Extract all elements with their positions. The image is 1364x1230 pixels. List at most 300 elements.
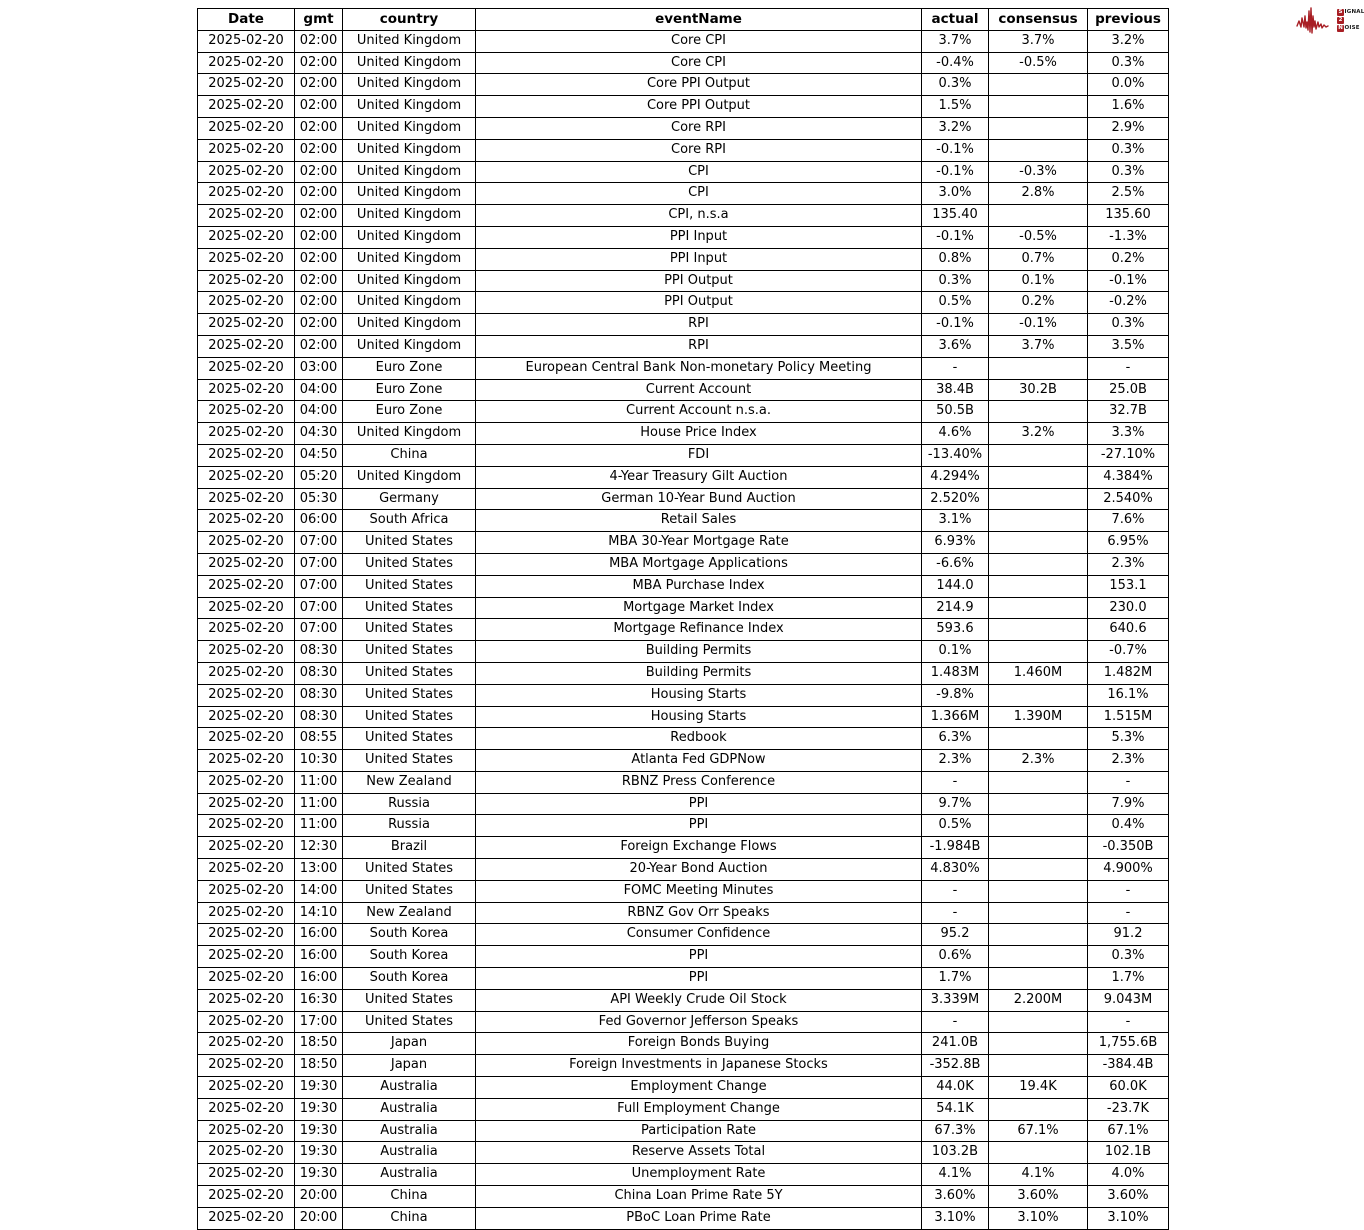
actual-cell: 135.40 xyxy=(922,205,989,227)
actual-cell: 50.5B xyxy=(922,401,989,423)
country-cell: Russia xyxy=(343,815,476,837)
date-cell: 2025-02-20 xyxy=(198,771,295,793)
event-name-cell: Retail Sales xyxy=(476,510,922,532)
date-cell: 2025-02-20 xyxy=(198,859,295,881)
table-row xyxy=(198,488,1169,510)
consensus-cell xyxy=(989,510,1088,532)
table-row xyxy=(198,1164,1169,1186)
previous-cell: 5.3% xyxy=(1088,728,1169,750)
previous-cell: 4.0% xyxy=(1088,1164,1169,1186)
table-row xyxy=(198,1055,1169,1077)
date-cell: 2025-02-20 xyxy=(198,793,295,815)
country-cell: United States xyxy=(343,1011,476,1033)
gmt-cell: 19:30 xyxy=(295,1120,343,1142)
consensus-cell: 3.7% xyxy=(989,30,1088,52)
previous-cell: -0.350B xyxy=(1088,837,1169,859)
table-row xyxy=(198,1186,1169,1208)
previous-cell: 32.7B xyxy=(1088,401,1169,423)
table-row xyxy=(198,946,1169,968)
country-cell: United Kingdom xyxy=(343,52,476,74)
consensus-cell: -0.3% xyxy=(989,161,1088,183)
event-name-cell: Foreign Exchange Flows xyxy=(476,837,922,859)
event-name-cell: Participation Rate xyxy=(476,1120,922,1142)
table-row xyxy=(198,1011,1169,1033)
date-cell: 2025-02-20 xyxy=(198,706,295,728)
country-cell: Euro Zone xyxy=(343,401,476,423)
previous-cell: -0.2% xyxy=(1088,292,1169,314)
date-cell: 2025-02-20 xyxy=(198,444,295,466)
consensus-cell xyxy=(989,357,1088,379)
country-cell: New Zealand xyxy=(343,902,476,924)
date-cell: 2025-02-20 xyxy=(198,314,295,336)
table-row xyxy=(198,335,1169,357)
table-row xyxy=(198,902,1169,924)
event-name-cell: MBA 30-Year Mortgage Rate xyxy=(476,532,922,554)
country-cell: South Korea xyxy=(343,968,476,990)
date-cell: 2025-02-20 xyxy=(198,532,295,554)
event-name-cell: Housing Starts xyxy=(476,684,922,706)
gmt-cell: 20:00 xyxy=(295,1207,343,1229)
table-row xyxy=(198,117,1169,139)
gmt-cell: 20:00 xyxy=(295,1186,343,1208)
table-row xyxy=(198,74,1169,96)
country-cell: United Kingdom xyxy=(343,30,476,52)
table-row xyxy=(198,837,1169,859)
gmt-cell: 07:00 xyxy=(295,575,343,597)
date-cell: 2025-02-20 xyxy=(198,924,295,946)
actual-cell: 3.6% xyxy=(922,335,989,357)
gmt-cell: 02:00 xyxy=(295,270,343,292)
previous-cell: 1,755.6B xyxy=(1088,1033,1169,1055)
gmt-cell: 02:00 xyxy=(295,248,343,270)
country-cell: South Korea xyxy=(343,946,476,968)
actual-cell: 0.3% xyxy=(922,270,989,292)
actual-cell: 67.3% xyxy=(922,1120,989,1142)
logo-line-signal xyxy=(1337,9,1364,16)
previous-cell: 9.043M xyxy=(1088,989,1169,1011)
actual-cell: 6.3% xyxy=(922,728,989,750)
actual-cell: -9.8% xyxy=(922,684,989,706)
column-header-date: Date xyxy=(198,9,295,31)
event-name-cell: Employment Change xyxy=(476,1077,922,1099)
column-header-consensus: consensus xyxy=(989,9,1088,31)
actual-cell: 4.830% xyxy=(922,859,989,881)
consensus-cell: 2.200M xyxy=(989,989,1088,1011)
date-cell: 2025-02-20 xyxy=(198,837,295,859)
logo-text xyxy=(1337,9,1364,32)
event-name-cell: Unemployment Rate xyxy=(476,1164,922,1186)
table-row xyxy=(198,989,1169,1011)
actual-cell: 2.520% xyxy=(922,488,989,510)
country-cell: United Kingdom xyxy=(343,314,476,336)
actual-cell: 54.1K xyxy=(922,1098,989,1120)
actual-cell: 0.5% xyxy=(922,292,989,314)
previous-cell: -0.7% xyxy=(1088,641,1169,663)
logo-line-2 xyxy=(1337,17,1364,24)
column-header-actual: actual xyxy=(922,9,989,31)
table-row xyxy=(198,968,1169,990)
country-cell: United States xyxy=(343,750,476,772)
logo-badge-s: S xyxy=(1337,9,1344,16)
date-cell: 2025-02-20 xyxy=(198,74,295,96)
table-row xyxy=(198,684,1169,706)
country-cell: United Kingdom xyxy=(343,205,476,227)
table-row xyxy=(198,96,1169,118)
consensus-cell xyxy=(989,1033,1088,1055)
table-row xyxy=(198,52,1169,74)
consensus-cell: 3.10% xyxy=(989,1207,1088,1229)
gmt-cell: 02:00 xyxy=(295,30,343,52)
country-cell: United States xyxy=(343,684,476,706)
country-cell: United Kingdom xyxy=(343,248,476,270)
gmt-cell: 07:00 xyxy=(295,619,343,641)
event-name-cell: Full Employment Change xyxy=(476,1098,922,1120)
country-cell: Japan xyxy=(343,1055,476,1077)
country-cell: United States xyxy=(343,728,476,750)
consensus-cell: 4.1% xyxy=(989,1164,1088,1186)
previous-cell: 1.7% xyxy=(1088,968,1169,990)
event-name-cell: PBoC Loan Prime Rate xyxy=(476,1207,922,1229)
consensus-cell xyxy=(989,837,1088,859)
table-row xyxy=(198,1142,1169,1164)
event-name-cell: CPI, n.s.a xyxy=(476,205,922,227)
consensus-cell: 0.7% xyxy=(989,248,1088,270)
gmt-cell: 02:00 xyxy=(295,183,343,205)
gmt-cell: 02:00 xyxy=(295,161,343,183)
consensus-cell xyxy=(989,968,1088,990)
table-row xyxy=(198,139,1169,161)
actual-cell: 3.10% xyxy=(922,1207,989,1229)
gmt-cell: 02:00 xyxy=(295,117,343,139)
consensus-cell xyxy=(989,728,1088,750)
date-cell: 2025-02-20 xyxy=(198,641,295,663)
table-row xyxy=(198,379,1169,401)
consensus-cell: 0.1% xyxy=(989,270,1088,292)
actual-cell: -1.984B xyxy=(922,837,989,859)
consensus-cell xyxy=(989,946,1088,968)
consensus-cell xyxy=(989,771,1088,793)
country-cell: United States xyxy=(343,597,476,619)
consensus-cell: 1.390M xyxy=(989,706,1088,728)
previous-cell: 2.540% xyxy=(1088,488,1169,510)
gmt-cell: 08:55 xyxy=(295,728,343,750)
date-cell: 2025-02-20 xyxy=(198,1120,295,1142)
gmt-cell: 08:30 xyxy=(295,662,343,684)
date-cell: 2025-02-20 xyxy=(198,292,295,314)
event-name-cell: European Central Bank Non-monetary Policy Meeting xyxy=(476,357,922,379)
country-cell: United Kingdom xyxy=(343,270,476,292)
previous-cell: - xyxy=(1088,1011,1169,1033)
consensus-cell xyxy=(989,466,1088,488)
event-name-cell: China Loan Prime Rate 5Y xyxy=(476,1186,922,1208)
event-name-cell: Reserve Assets Total xyxy=(476,1142,922,1164)
previous-cell: 3.10% xyxy=(1088,1207,1169,1229)
gmt-cell: 02:00 xyxy=(295,335,343,357)
event-name-cell: Current Account n.s.a. xyxy=(476,401,922,423)
country-cell: New Zealand xyxy=(343,771,476,793)
country-cell: United Kingdom xyxy=(343,117,476,139)
actual-cell: 3.1% xyxy=(922,510,989,532)
table-row xyxy=(198,357,1169,379)
gmt-cell: 07:00 xyxy=(295,532,343,554)
country-cell: Germany xyxy=(343,488,476,510)
date-cell: 2025-02-20 xyxy=(198,684,295,706)
table-row xyxy=(198,161,1169,183)
actual-cell: 38.4B xyxy=(922,379,989,401)
country-cell: Australia xyxy=(343,1098,476,1120)
date-cell: 2025-02-20 xyxy=(198,968,295,990)
event-name-cell: PPI Output xyxy=(476,292,922,314)
country-cell: United States xyxy=(343,880,476,902)
date-cell: 2025-02-20 xyxy=(198,1207,295,1229)
date-cell: 2025-02-20 xyxy=(198,30,295,52)
country-cell: United States xyxy=(343,532,476,554)
actual-cell: -6.6% xyxy=(922,553,989,575)
actual-cell: 4.6% xyxy=(922,423,989,445)
column-header-eventname: eventName xyxy=(476,9,922,31)
date-cell: 2025-02-20 xyxy=(198,1164,295,1186)
country-cell: United Kingdom xyxy=(343,74,476,96)
actual-cell: 3.339M xyxy=(922,989,989,1011)
table-row xyxy=(198,750,1169,772)
country-cell: Japan xyxy=(343,1033,476,1055)
table-row xyxy=(198,30,1169,52)
date-cell: 2025-02-20 xyxy=(198,183,295,205)
consensus-cell xyxy=(989,532,1088,554)
table-row xyxy=(198,1077,1169,1099)
previous-cell: 0.3% xyxy=(1088,946,1169,968)
gmt-cell: 19:30 xyxy=(295,1142,343,1164)
actual-cell: 1.7% xyxy=(922,968,989,990)
event-name-cell: House Price Index xyxy=(476,423,922,445)
actual-cell: 3.2% xyxy=(922,117,989,139)
consensus-cell xyxy=(989,880,1088,902)
table-row xyxy=(198,314,1169,336)
consensus-cell xyxy=(989,684,1088,706)
previous-cell: 67.1% xyxy=(1088,1120,1169,1142)
date-cell: 2025-02-20 xyxy=(198,161,295,183)
logo-badge-2: 2 xyxy=(1337,17,1344,24)
date-cell: 2025-02-20 xyxy=(198,662,295,684)
event-name-cell: Atlanta Fed GDPNow xyxy=(476,750,922,772)
date-cell: 2025-02-20 xyxy=(198,52,295,74)
consensus-cell: -0.5% xyxy=(989,226,1088,248)
signal2noise-logo xyxy=(1296,4,1364,36)
event-name-cell: Core PPI Output xyxy=(476,74,922,96)
date-cell: 2025-02-20 xyxy=(198,401,295,423)
date-cell: 2025-02-20 xyxy=(198,488,295,510)
event-name-cell: Core PPI Output xyxy=(476,96,922,118)
gmt-cell: 08:30 xyxy=(295,706,343,728)
date-cell: 2025-02-20 xyxy=(198,1033,295,1055)
date-cell: 2025-02-20 xyxy=(198,510,295,532)
consensus-cell: 3.60% xyxy=(989,1186,1088,1208)
actual-cell: 0.6% xyxy=(922,946,989,968)
column-header-country: country xyxy=(343,9,476,31)
consensus-cell: 1.460M xyxy=(989,662,1088,684)
previous-cell: 230.0 xyxy=(1088,597,1169,619)
date-cell: 2025-02-20 xyxy=(198,248,295,270)
consensus-cell xyxy=(989,815,1088,837)
country-cell: Australia xyxy=(343,1164,476,1186)
consensus-cell xyxy=(989,96,1088,118)
consensus-cell xyxy=(989,619,1088,641)
consensus-cell: -0.1% xyxy=(989,314,1088,336)
date-cell: 2025-02-20 xyxy=(198,553,295,575)
country-cell: China xyxy=(343,444,476,466)
consensus-cell xyxy=(989,1055,1088,1077)
gmt-cell: 04:00 xyxy=(295,401,343,423)
actual-cell: 1.5% xyxy=(922,96,989,118)
logo-rest-oise: OISE xyxy=(1345,25,1360,31)
date-cell: 2025-02-20 xyxy=(198,815,295,837)
previous-cell: - xyxy=(1088,902,1169,924)
gmt-cell: 16:00 xyxy=(295,946,343,968)
actual-cell: 214.9 xyxy=(922,597,989,619)
gmt-cell: 07:00 xyxy=(295,553,343,575)
actual-cell: -0.4% xyxy=(922,52,989,74)
consensus-cell xyxy=(989,553,1088,575)
date-cell: 2025-02-20 xyxy=(198,423,295,445)
country-cell: United States xyxy=(343,989,476,1011)
country-cell: South Korea xyxy=(343,924,476,946)
country-cell: United Kingdom xyxy=(343,161,476,183)
previous-cell: 1.6% xyxy=(1088,96,1169,118)
date-cell: 2025-02-20 xyxy=(198,946,295,968)
event-name-cell: Current Account xyxy=(476,379,922,401)
gmt-cell: 11:00 xyxy=(295,815,343,837)
actual-cell: 593.6 xyxy=(922,619,989,641)
previous-cell: 3.3% xyxy=(1088,423,1169,445)
date-cell: 2025-02-20 xyxy=(198,597,295,619)
previous-cell: - xyxy=(1088,880,1169,902)
date-cell: 2025-02-20 xyxy=(198,902,295,924)
event-name-cell: Core RPI xyxy=(476,117,922,139)
table-row xyxy=(198,292,1169,314)
table-row xyxy=(198,815,1169,837)
gmt-cell: 02:00 xyxy=(295,314,343,336)
actual-cell: 3.7% xyxy=(922,30,989,52)
event-name-cell: German 10-Year Bund Auction xyxy=(476,488,922,510)
consensus-cell xyxy=(989,488,1088,510)
event-name-cell: CPI xyxy=(476,161,922,183)
actual-cell: 0.8% xyxy=(922,248,989,270)
country-cell: United States xyxy=(343,706,476,728)
consensus-cell: 3.2% xyxy=(989,423,1088,445)
previous-cell: 0.0% xyxy=(1088,74,1169,96)
event-name-cell: Foreign Investments in Japanese Stocks xyxy=(476,1055,922,1077)
previous-cell: -27.10% xyxy=(1088,444,1169,466)
gmt-cell: 12:30 xyxy=(295,837,343,859)
gmt-cell: 19:30 xyxy=(295,1164,343,1186)
actual-cell: 9.7% xyxy=(922,793,989,815)
gmt-cell: 19:30 xyxy=(295,1098,343,1120)
actual-cell: 0.1% xyxy=(922,641,989,663)
gmt-cell: 05:30 xyxy=(295,488,343,510)
gmt-cell: 04:30 xyxy=(295,423,343,445)
consensus-cell xyxy=(989,205,1088,227)
table-row xyxy=(198,597,1169,619)
gmt-cell: 16:00 xyxy=(295,968,343,990)
event-name-cell: Building Permits xyxy=(476,641,922,663)
country-cell: Euro Zone xyxy=(343,357,476,379)
event-name-cell: Core RPI xyxy=(476,139,922,161)
previous-cell: 25.0B xyxy=(1088,379,1169,401)
actual-cell: -0.1% xyxy=(922,139,989,161)
gmt-cell: 17:00 xyxy=(295,1011,343,1033)
gmt-cell: 08:30 xyxy=(295,684,343,706)
table-row xyxy=(198,226,1169,248)
date-cell: 2025-02-20 xyxy=(198,1055,295,1077)
date-cell: 2025-02-20 xyxy=(198,270,295,292)
gmt-cell: 07:00 xyxy=(295,597,343,619)
gmt-cell: 02:00 xyxy=(295,226,343,248)
gmt-cell: 16:00 xyxy=(295,924,343,946)
event-name-cell: CPI xyxy=(476,183,922,205)
event-name-cell: FOMC Meeting Minutes xyxy=(476,880,922,902)
country-cell: South Africa xyxy=(343,510,476,532)
previous-cell: 0.3% xyxy=(1088,161,1169,183)
actual-cell: 3.0% xyxy=(922,183,989,205)
date-cell: 2025-02-20 xyxy=(198,335,295,357)
gmt-cell: 13:00 xyxy=(295,859,343,881)
consensus-cell xyxy=(989,902,1088,924)
actual-cell: 4.1% xyxy=(922,1164,989,1186)
previous-cell: 91.2 xyxy=(1088,924,1169,946)
consensus-cell: 2.3% xyxy=(989,750,1088,772)
country-cell: Brazil xyxy=(343,837,476,859)
event-name-cell: Mortgage Refinance Index xyxy=(476,619,922,641)
event-name-cell: Building Permits xyxy=(476,662,922,684)
previous-cell: - xyxy=(1088,771,1169,793)
economic-calendar-table xyxy=(197,8,1169,1230)
table-row xyxy=(198,619,1169,641)
gmt-cell: 08:30 xyxy=(295,641,343,663)
actual-cell: 2.3% xyxy=(922,750,989,772)
logo-badge-n: N xyxy=(1337,25,1344,32)
table-row xyxy=(198,662,1169,684)
table-row xyxy=(198,771,1169,793)
gmt-cell: 16:30 xyxy=(295,989,343,1011)
logo-line-noise xyxy=(1337,25,1364,32)
actual-cell: - xyxy=(922,771,989,793)
previous-cell: 1.515M xyxy=(1088,706,1169,728)
consensus-cell xyxy=(989,117,1088,139)
event-name-cell: RBNZ Press Conference xyxy=(476,771,922,793)
date-cell: 2025-02-20 xyxy=(198,139,295,161)
consensus-cell: -0.5% xyxy=(989,52,1088,74)
event-name-cell: Consumer Confidence xyxy=(476,924,922,946)
consensus-cell xyxy=(989,1098,1088,1120)
gmt-cell: 19:30 xyxy=(295,1077,343,1099)
gmt-cell: 02:00 xyxy=(295,292,343,314)
date-cell: 2025-02-20 xyxy=(198,1077,295,1099)
event-name-cell: Redbook xyxy=(476,728,922,750)
date-cell: 2025-02-20 xyxy=(198,226,295,248)
event-name-cell: Core CPI xyxy=(476,30,922,52)
event-name-cell: PPI xyxy=(476,946,922,968)
previous-cell: 0.3% xyxy=(1088,314,1169,336)
country-cell: Euro Zone xyxy=(343,379,476,401)
consensus-cell xyxy=(989,401,1088,423)
actual-cell: - xyxy=(922,902,989,924)
event-name-cell: API Weekly Crude Oil Stock xyxy=(476,989,922,1011)
event-name-cell: Mortgage Market Index xyxy=(476,597,922,619)
consensus-cell: 30.2B xyxy=(989,379,1088,401)
gmt-cell: 05:20 xyxy=(295,466,343,488)
previous-cell: 3.2% xyxy=(1088,30,1169,52)
previous-cell: 60.0K xyxy=(1088,1077,1169,1099)
